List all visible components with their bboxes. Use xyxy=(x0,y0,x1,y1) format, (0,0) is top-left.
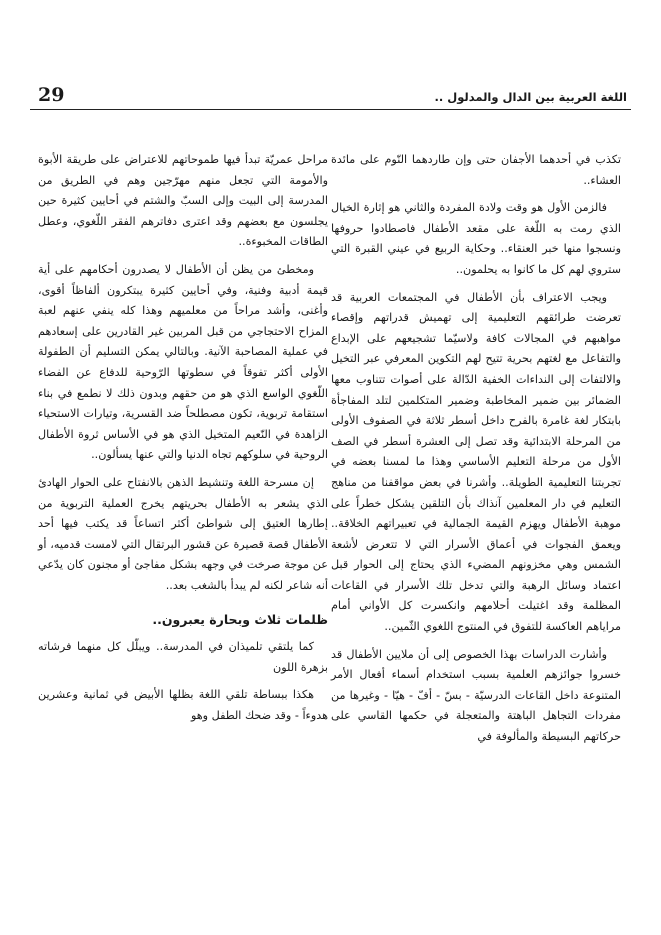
header-divider xyxy=(30,109,631,110)
left-column xyxy=(38,150,328,733)
running-header-title: اللغة العربية بين الدال والمدلول .. xyxy=(434,90,627,104)
page-header xyxy=(30,84,631,110)
paragraph: تكذب في أحدهما الأجفان حتى وإن طاردهما النّوم على مائدة العشاء.. xyxy=(331,153,621,187)
paragraph: إن مسرحة اللغة وتنشيط الذهن بالانفتاح على الحوار الهادئ الذي يشعر به الأطفال بحريتهم يخرج العملية التربوية من إطارها العتيق إلى شواطئ أكثر اتساعاً قد يكتب فيها أحد الأطفال قصة قصيرة عن قشور البرتقال التي لامست قدميه، أو عن موجة صرخت في وجهه بشكل مفاجئ أو مجنون كان يدّعي أنه شاعر لكنه لم يبدأ بالشغب بعد.. xyxy=(38,475,328,592)
paragraph: هكذا ببساطة تلقي اللغة بظلها الأبيض في ثمانية وعشرين هدوءاً - وقد ضحك الطفل وهو xyxy=(38,688,328,722)
paragraph: ويجب الاعتراف بأن الأطفال في المجتمعات العربية قد تعرضت طرائقهم التعليمية إلى تهميش قدراتهم وإقصاء مواهبهم في المجالات كافة ولاسيّما تشجيعهم على الإبداع والتفاعل مع لغتهم بحرية تتيح لهم التكوين المعرفي عبر التخيل والالتفات إلى النداءات الخفية الدّالة على أصوات تتناوب معها الضمائر بين ضمير المخاطبة وضمير المتكلمين لتلد المفاجأة بابتكار لغة غامرة بالفرح داخل أسطر ثلاثة في الصفوف الأولى من المرحلة الابتدائية وقد تصل إلى العشرة أسطر في الصف الأول من مرحلة التعليم الأساسي وهذا ما لمسنا بعضه في تجربتنا التعليمية الطويلة.. وأشرنا في بعض مواقفنا من مناهج التعليم في دار المعلمين آنذاك بأن التلقين يشكل خطراً على موهبة الأطفال ويهزم القيمة الجمالية في تعبيراتهم الخلاقة.. ويعمق الفجوات في أعماق الأسرار التي لا تتعرض لأشعة الشمس وهي مخزونهم المضيء الذي يحتاج إلى الحوار قبل اعتماد وسائل الرهبة والتي تدخل تلك الأسرار في القاعات المظلمة وقد اغتيلت أحلامهم وانكسرت كل الأواني أمام مراياهم العاكسة للتفوق في المنتوج اللغوي الثّمين.. xyxy=(331,290,621,634)
paragraph: كما يلتقي تلميذان في المدرسة.. ويبلّل كل منهما فرشاته بزهرة اللون xyxy=(38,640,328,674)
paragraph: وأشارت الدراسات بهذا الخصوص إلى أن ملايين الأطفال قد خسروا جوائزهم العلمية بسبب استخدام أسماء أفعال الأمر المتنوعة داخل القاعات الدرسيّة - بسّ - أفّ - هيّا - وغيرها من مفردات التجاهل الباهتة والمتعجلة في حكمها القاسي على حركاتهم البسيطة والمألوفة في xyxy=(331,647,621,744)
page-number: 29 xyxy=(38,84,65,106)
right-column xyxy=(331,150,621,755)
section-heading: ظلمات ثلاث وبحارة يعبرون.. xyxy=(152,612,328,628)
paragraph: مراحل عمريّة تبدأ فيها طموحاتهم للاعتراض على طريقة الأبوة والأمومة التي تجعل منهم مهرّجين وهم في الطريق من المدرسة إلى البيت وإلى السبّ والشتم في أحايين كثيرة حين يجلسون مع بعضهم وقد اعترى دفاترهم الفقر اللّغوي، وعطل الطاقات المخبوءة.. xyxy=(38,153,328,249)
paragraph: فالزمن الأول هو وقت ولادة المفردة والثاني هو إثارة الخيال الذي رمت به اللّغة على مقعد الأطفال فاصطادوا حروفها ونسجوا منها خبر العنقاء.. وحكاية الربيع في عيني القبرة التي ستروي لهم كل ما كانوا به يحلمون.. xyxy=(331,201,621,276)
paragraph: ومخطئ من يظن أن الأطفال لا يصدرون أحكامهم على أية قيمة أدبية وفنية، وفي أحايين كثيرة يبتكرون ألفاظاً أقوى، وأغنى، وأشد مراحاً من معلميهم وهذا كله ينفي عنهم لعبة المزاح الاحتجاجي من قبل المربين غير القادرين على إسعادهم في عملية المصاحبة الآنية. وبالتالي يمكن التسليم أن الطفولة الأولى أكثر تفوقاً في سطوتها الرّوحية للدفاع عن الفضاء اللّغوي الواسع الذي هو من حقهم وبدون ذلك لا نطمع في بناء استقامة تربوية، تكون مصطلحاً ضد القسرية، وتيارات الاستحياء الزاهدة في النّعيم المتخيل الذي هو في الأساس ثروة الأطفال الروحية في سلوكهم تجاه الدنيا والتي عنها يسألون.. xyxy=(38,262,328,462)
